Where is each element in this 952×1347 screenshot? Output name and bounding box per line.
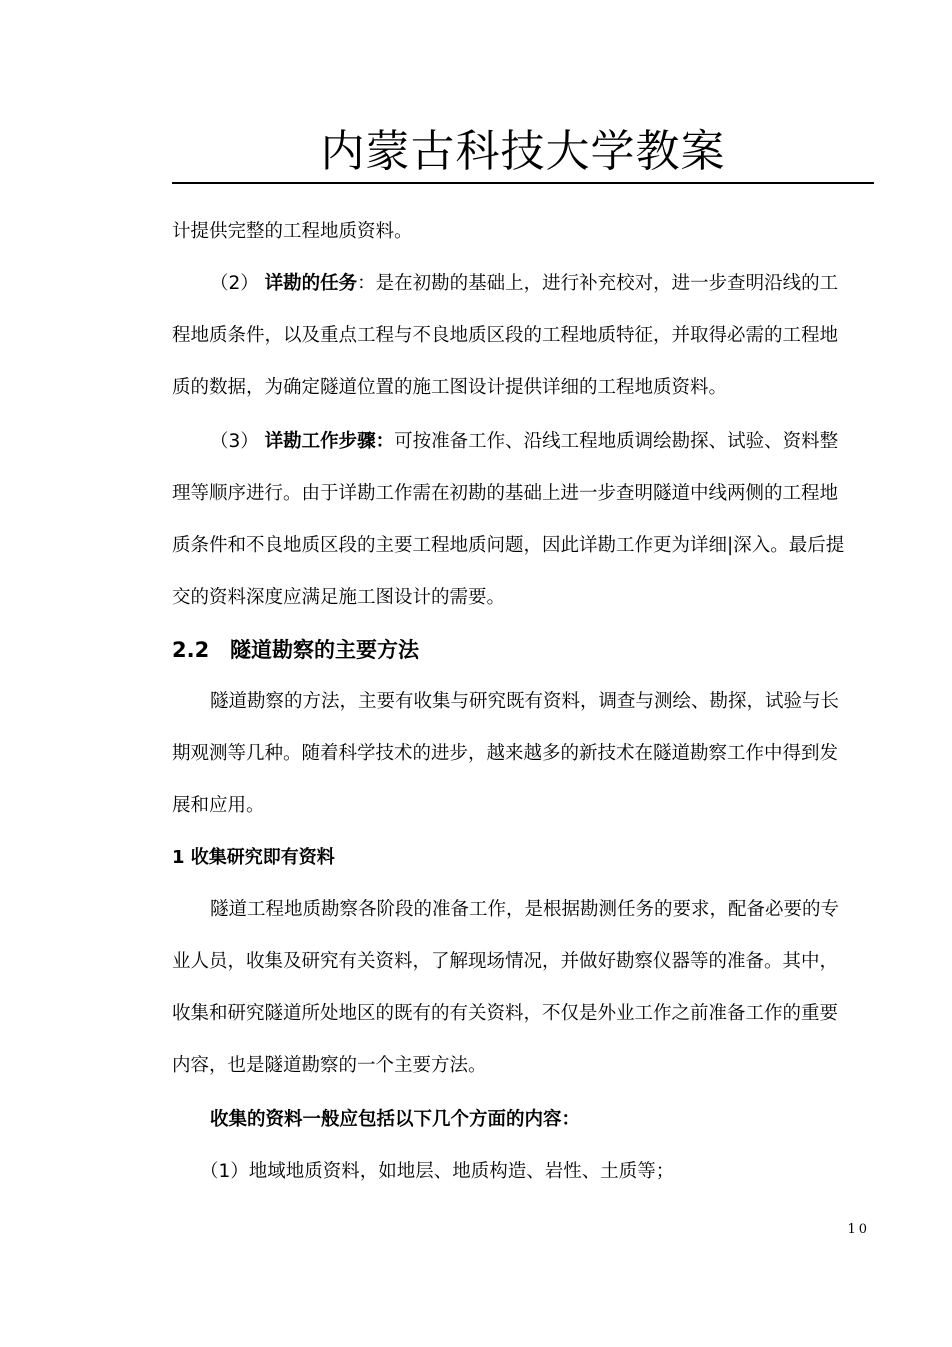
paragraph-line: 理等顺序进行。由于详勘工作需在初勘的基础上进一步查明隧道中线两侧的工程地	[172, 483, 839, 504]
paragraph-text: ：是在初勘的基础上，进行补充校对，进一步查明沿线的工	[357, 273, 839, 294]
list-number: （2）	[210, 273, 265, 294]
paragraph-line: 质条件和不良地质区段的主要工程地质问题，因此详勘工作更为详细|深入。最后提	[172, 535, 845, 556]
paragraph-line: 收集和研究隧道所处地区的既有的有关资料，不仅是外业工作之前准备工作的重要	[172, 1003, 839, 1024]
header-rule	[172, 182, 874, 184]
paragraph-line	[210, 270, 867, 298]
paragraph-line: 内容，也是隧道勘察的一个主要方法。	[172, 1055, 487, 1076]
paragraph-line	[210, 428, 867, 456]
section-title: 隧道勘察的主要方法	[230, 638, 419, 662]
section-heading	[172, 635, 419, 665]
paragraph-line: 业人员，收集及研究有关资料，了解现场情况，并做好勘察仪器等的准备。其中，	[172, 951, 839, 972]
paragraph-line: 期观测等几种。随着科学技术的进步，越来越多的新技术在隧道勘察工作中得到发	[172, 743, 839, 764]
paragraph-line: 程地质条件，以及重点工程与不良地质区段的工程地质特征，并取得必需的工程地	[172, 325, 839, 346]
list-item: （1）地域地质资料，如地层、地质构造、岩性、土质等；	[200, 1161, 675, 1182]
paragraph-line: 隧道工程地质勘察各阶段的准备工作，是根据勘测任务的要求，配备必要的专	[210, 899, 840, 920]
bold-lead-line: 收集的资料一般应包括以下几个方面的内容：	[210, 1109, 581, 1130]
paragraph-line: 隧道勘察的方法，主要有收集与研究既有资料，调查与测绘、勘探，试验与长	[210, 691, 840, 712]
paragraph-line: 计提供完整的工程地质资料。	[172, 221, 413, 242]
paragraph-line: 质的数据，为确定隧道位置的施工图设计提供详细的工程地质资料。	[172, 377, 728, 398]
paragraph-line: 交的资料深度应满足施工图设计的需要。	[172, 587, 506, 608]
term-bold: 详勘的任务	[264, 273, 358, 294]
page-title: 内蒙古科技大学教案	[320, 126, 726, 177]
section-number: 2.2	[172, 638, 210, 662]
term-bold: 详勘工作步骤：	[264, 431, 395, 452]
page-number: 10	[847, 1222, 870, 1237]
paragraph-line: 展和应用。	[172, 795, 265, 816]
paragraph-text: 可按准备工作、沿线工程地质调绘勘探、试验、资料整	[394, 431, 839, 452]
list-number: （3）	[210, 431, 265, 452]
sub-heading: 1 收集研究即有资料	[172, 847, 335, 868]
